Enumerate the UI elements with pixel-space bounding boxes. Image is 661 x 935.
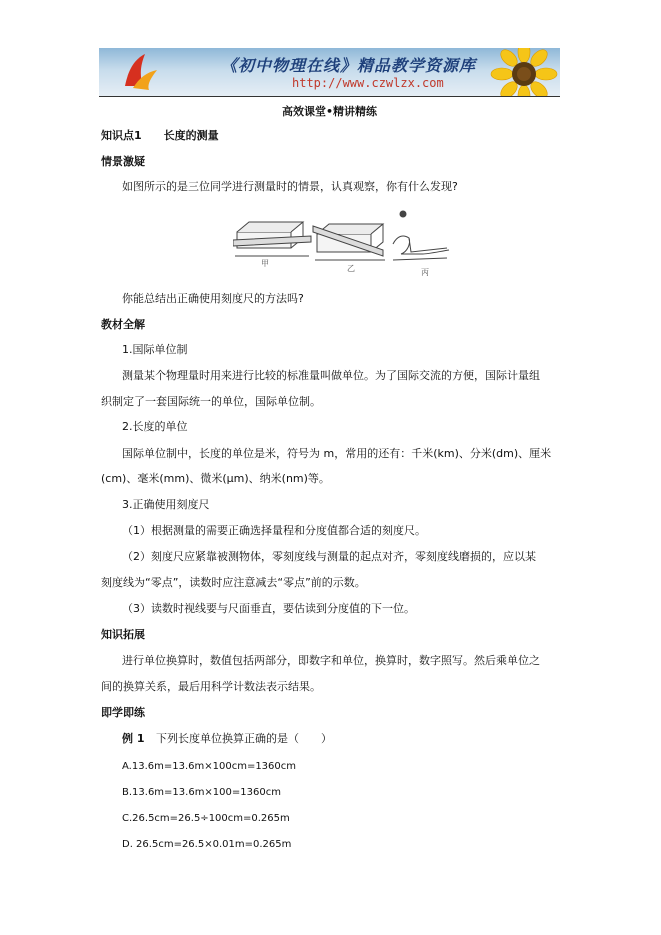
section-heading: 知识点1 长度的测量 (101, 129, 219, 142)
extend-text-line2: 间的换算关系，最后用科学计数法表示结果。 (101, 680, 321, 693)
item1-text-line2: 织制定了一套国际统一的单位，国际单位制。 (101, 395, 321, 408)
option-b: B.13.6m=13.6m×100=1360cm (122, 787, 281, 798)
item2-text-line1: 国际单位制中，长度的单位是米，符号为 m，常用的还有：千米(km)、分米(dm)、厘米 (122, 447, 552, 460)
figure-label-c: 丙 (421, 268, 429, 277)
item1-text-line1: 测量某个物理量时用来进行比较的标准量叫做单位。为了国际交流的方便，国际计量组 (122, 369, 540, 382)
option-d: D. 26.5cm=26.5×0.01m=0.265m (122, 839, 292, 850)
page-title: 高效课堂•精讲精练 (281, 105, 378, 118)
item3-title: 3.正确使用刻度尺 (122, 498, 210, 511)
item3-point1: （1）根据测量的需要正确选择量程和分度值都合适的刻度尺。 (122, 524, 426, 537)
practice-heading: 即学即练 (101, 706, 145, 719)
extend-heading: 知识拓展 (101, 628, 145, 641)
header-banner (99, 48, 560, 96)
option-c: C.26.5cm=26.5÷100cm=0.265m (122, 813, 290, 824)
example-question-row (122, 732, 332, 746)
figure-label-a: 甲 (261, 259, 269, 268)
scene-text: 如图所示的是三位同学进行测量时的情景，认真观察，你有什么发现? (122, 180, 458, 193)
item2-text-line2: (cm)、毫米(mm)、微米(μm)、纳米(nm)等。 (101, 472, 330, 485)
header-rule (99, 96, 560, 97)
example-label: 例 1 (122, 732, 145, 745)
scene-question: 你能总结出正确使用刻度尺的方法吗? (122, 292, 304, 305)
option-a: A.13.6m=13.6m×100cm=1360cm (122, 761, 297, 772)
item3-point2-line2: 刻度线为“零点”，读数时应注意减去“零点”前的示数。 (101, 576, 366, 589)
figure-label-b: 乙 (347, 264, 355, 273)
site-logo-icon (119, 52, 159, 92)
textbook-heading: 教材全解 (101, 318, 145, 331)
sunflower-icon (482, 48, 560, 96)
item3-point2-line1: （2）刻度尺应紧靠被测物体，零刻度线与测量的起点对齐，零刻度线磨损的，应以某 (122, 550, 536, 563)
item2-title: 2.长度的单位 (122, 420, 188, 433)
banner-url[interactable]: http://www.czwlzx.com (292, 76, 444, 90)
banner-title: 《初中物理在线》精品教学资源库 (221, 56, 477, 75)
example-question: 下列长度单位换算正确的是（ ） (155, 732, 332, 745)
item3-point3: （3）读数时视线要与尺面垂直，要估读到分度值的下一位。 (122, 602, 415, 615)
scene-heading: 情景激疑 (101, 155, 145, 168)
item1-title: 1.国际单位制 (122, 343, 188, 356)
extend-text-line1: 进行单位换算时，数值包括两部分，即数字和单位，换算时，数字照写。然后乘单位之 (122, 654, 540, 667)
